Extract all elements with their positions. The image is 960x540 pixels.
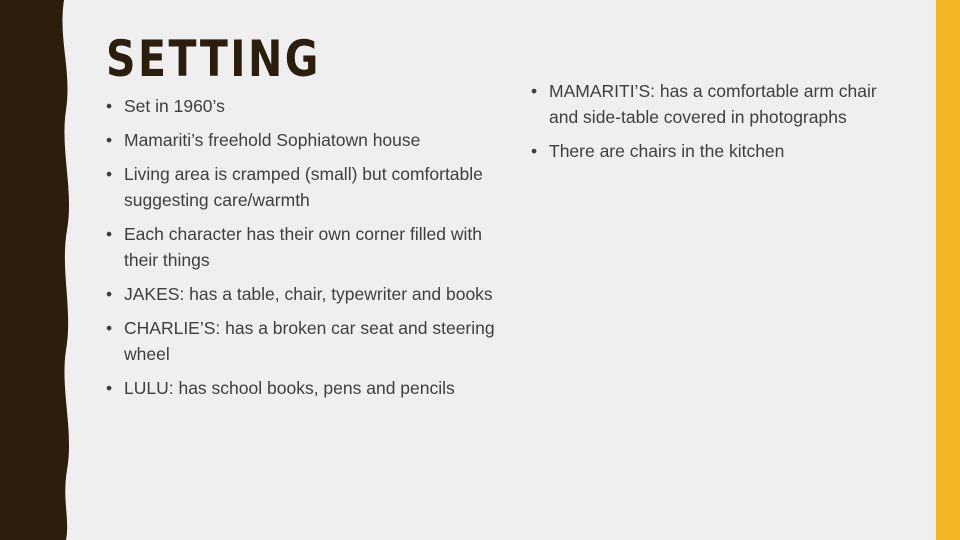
bullet-item: • Each character has their own corner filled with their things bbox=[106, 221, 506, 273]
bullet-item: • MAMARITI’S: has a comfortable arm chair and side-table covered in photographs bbox=[531, 78, 901, 130]
left-bullet-list bbox=[106, 93, 506, 409]
bullet-item: • CHARLIE’S: has a broken car seat and steering wheel bbox=[106, 315, 506, 367]
bullet-item: • Living area is cramped (small) but comfortable suggesting care/warmth bbox=[106, 161, 506, 213]
bullet-item: • Set in 1960’s bbox=[106, 93, 506, 119]
bullet-item: • JAKES: has a table, chair, typewriter and books bbox=[106, 281, 506, 307]
bullet-item: • There are chairs in the kitchen bbox=[531, 138, 901, 164]
bullet-item: • LULU: has school books, pens and pencils bbox=[106, 375, 506, 401]
left-decorative-band bbox=[0, 0, 80, 540]
slide-title: SETTING bbox=[106, 30, 321, 88]
right-accent-band bbox=[936, 0, 960, 540]
right-bullet-list bbox=[531, 78, 901, 172]
left-band-wavy-shape bbox=[0, 0, 69, 540]
bullet-item: • Mamariti’s freehold Sophiatown house bbox=[106, 127, 506, 153]
